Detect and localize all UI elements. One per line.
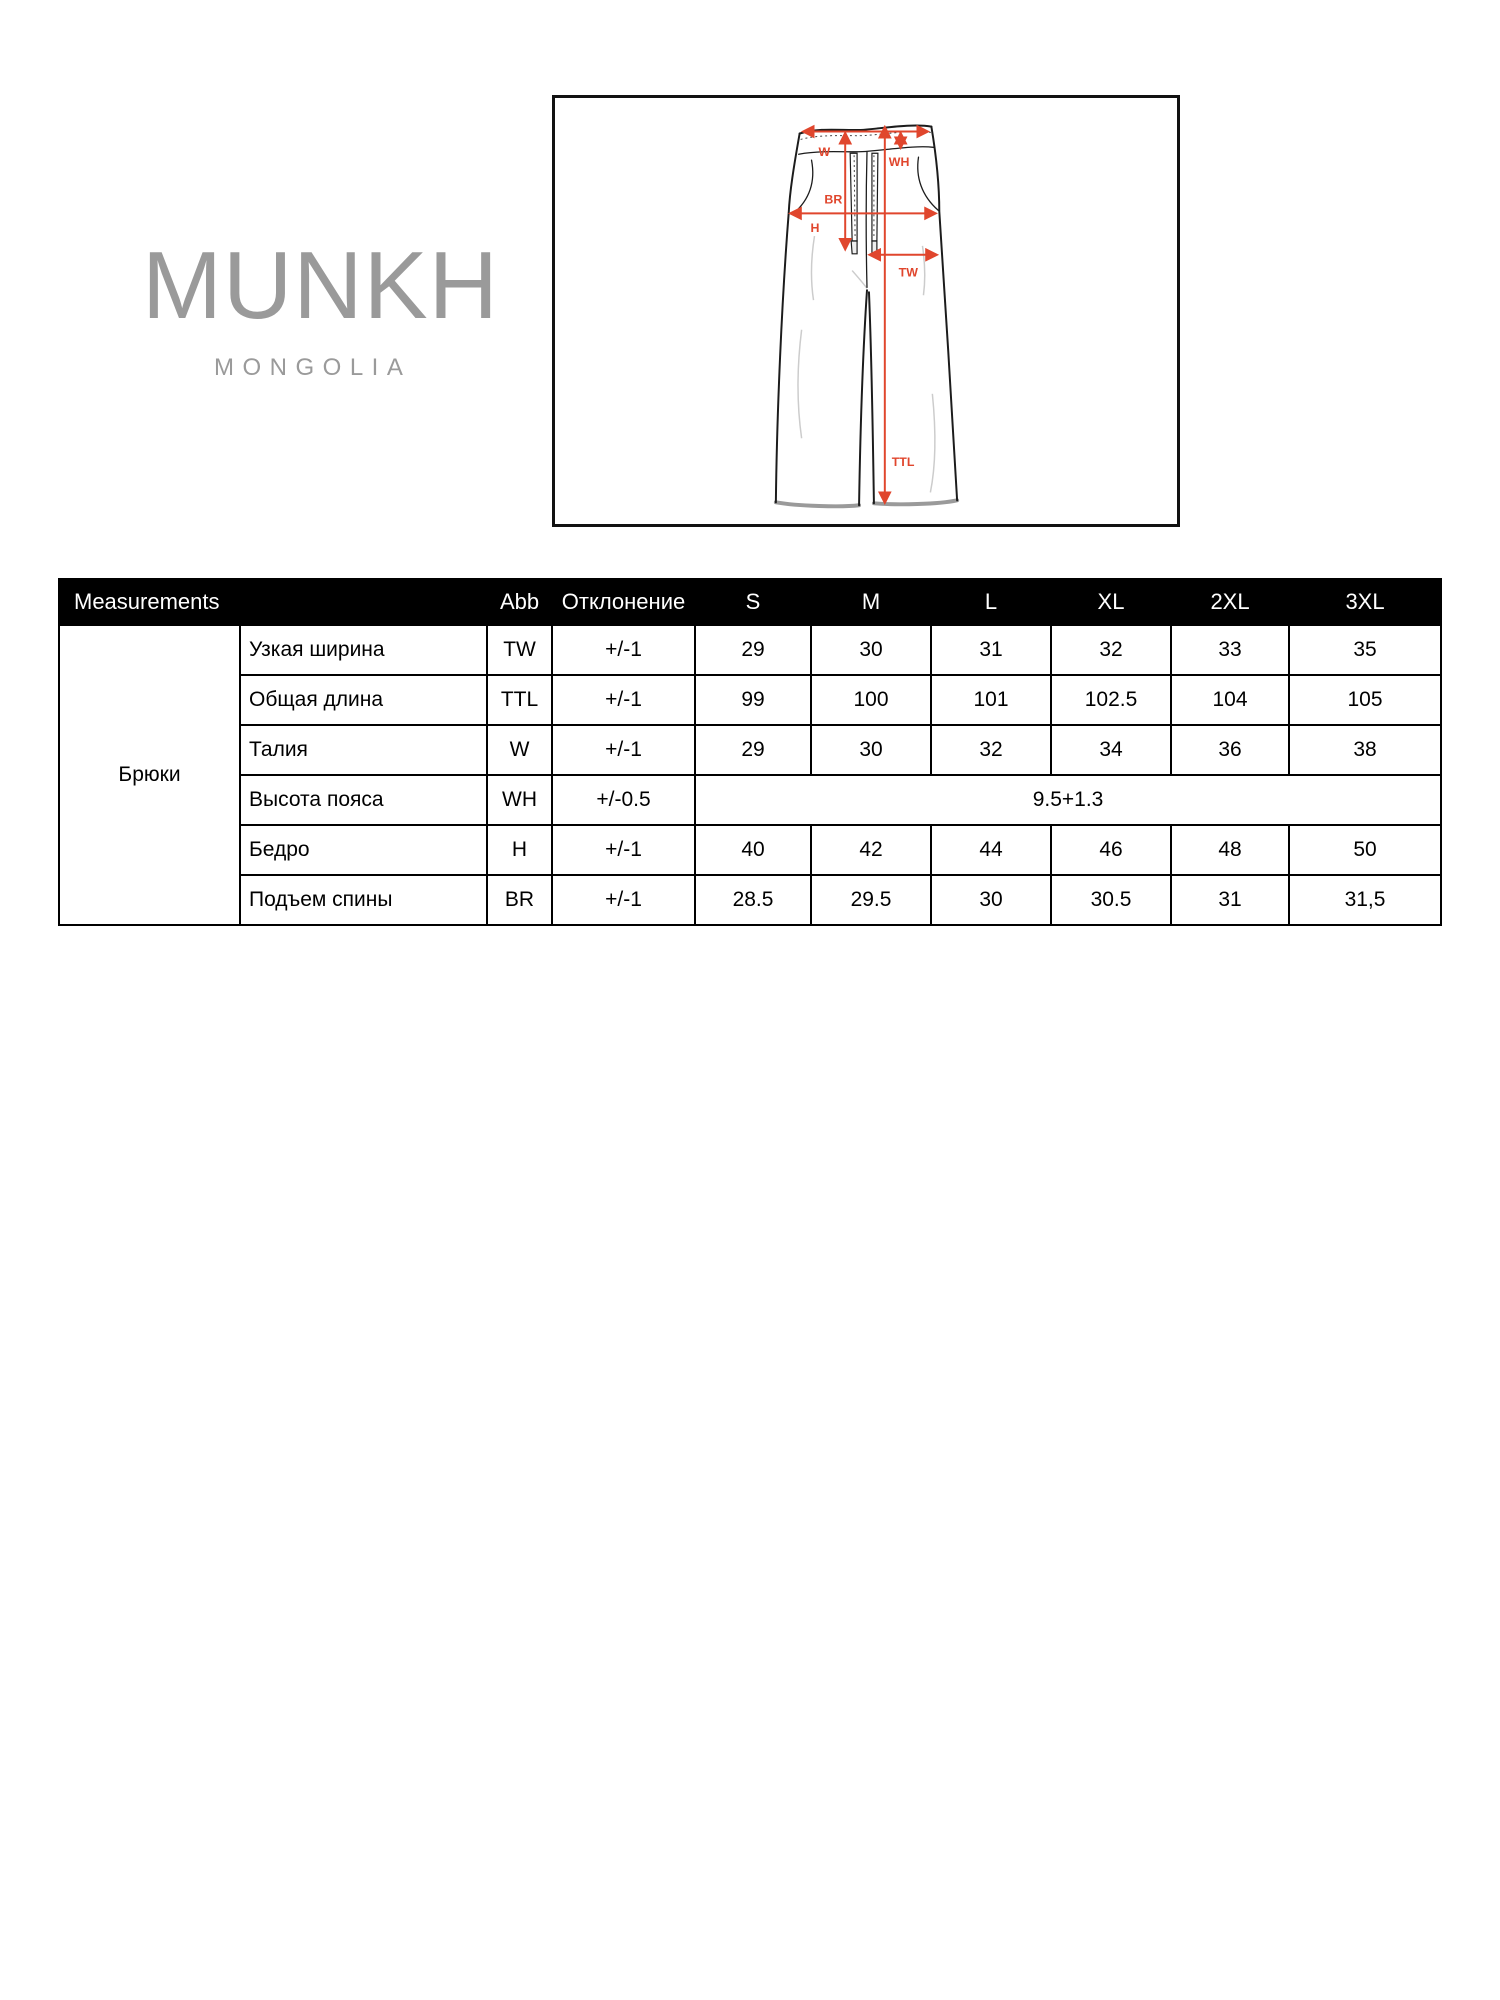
value-cell: 30.5 <box>1051 875 1171 925</box>
table-row <box>59 825 1441 875</box>
value-cell: 44 <box>931 825 1051 875</box>
row-dev: +/-1 <box>552 825 695 875</box>
row-abb: TW <box>487 625 552 675</box>
value-cell: 105 <box>1289 675 1441 725</box>
value-cell: 29.5 <box>811 875 931 925</box>
measurements-table <box>58 578 1442 926</box>
value-cell: 31 <box>1171 875 1289 925</box>
value-cell: 38 <box>1289 725 1441 775</box>
row-abb: W <box>487 725 552 775</box>
row-name: Узкая ширина <box>240 625 487 675</box>
value-cell: 32 <box>1051 625 1171 675</box>
value-cell: 101 <box>931 675 1051 725</box>
row-name: Бедро <box>240 825 487 875</box>
row-name: Общая длина <box>240 675 487 725</box>
header-measurements: Measurements <box>59 579 487 625</box>
value-cell: 36 <box>1171 725 1289 775</box>
table-row <box>59 625 1441 675</box>
value-cell: 31,5 <box>1289 875 1441 925</box>
drawstrings <box>850 153 878 254</box>
row-abb: BR <box>487 875 552 925</box>
diagram-label-w: W <box>818 145 831 160</box>
diagram-label-tw: TW <box>898 265 918 280</box>
row-dev: +/-1 <box>552 675 695 725</box>
value-cell: 34 <box>1051 725 1171 775</box>
value-cell: 28.5 <box>695 875 811 925</box>
table-row <box>59 675 1441 725</box>
diagram-label-ttl: TTL <box>891 454 915 469</box>
value-cell: 99 <box>695 675 811 725</box>
header-size-m: M <box>811 579 931 625</box>
row-dev: +/-0.5 <box>552 775 695 825</box>
row-abb: H <box>487 825 552 875</box>
header-size-l: L <box>931 579 1051 625</box>
diagram-label-br: BR <box>824 192 843 207</box>
diagram-label-wh: WH <box>888 155 910 170</box>
row-name: Высота пояса <box>240 775 487 825</box>
table-header-row <box>59 579 1441 625</box>
row-name: Талия <box>240 725 487 775</box>
measurement-annotations <box>791 128 937 503</box>
value-cell: 48 <box>1171 825 1289 875</box>
header-size-2xl: 2XL <box>1171 579 1289 625</box>
value-cell: 42 <box>811 825 931 875</box>
value-cell: 50 <box>1289 825 1441 875</box>
row-name: Подъем спины <box>240 875 487 925</box>
row-dev: +/-1 <box>552 625 695 675</box>
right-hem <box>874 500 957 504</box>
table-row <box>59 725 1441 775</box>
header-abb: Abb <box>487 579 552 625</box>
brand-logo <box>142 232 499 382</box>
diagram-label-h: H <box>810 221 820 236</box>
value-cell: 30 <box>931 875 1051 925</box>
value-cell: 30 <box>811 625 931 675</box>
pants-illustration <box>555 98 1177 524</box>
brand-subtitle: MONGOLIA <box>214 354 412 381</box>
row-abb: WH <box>487 775 552 825</box>
brand-name: MUNKH <box>142 232 499 339</box>
value-cell: 35 <box>1289 625 1441 675</box>
value-cell: 32 <box>931 725 1051 775</box>
size-diagram-box <box>552 95 1180 527</box>
value-cell: 31 <box>931 625 1051 675</box>
row-dev: +/-1 <box>552 875 695 925</box>
left-pocket <box>794 160 813 213</box>
value-cell: 30 <box>811 725 931 775</box>
table-row <box>59 875 1441 925</box>
header-deviation: Отклонение <box>552 579 695 625</box>
merged-value-cell: 9.5+1.3 <box>695 775 1441 825</box>
header-size-xl: XL <box>1051 579 1171 625</box>
value-cell: 102.5 <box>1051 675 1171 725</box>
value-cell: 104 <box>1171 675 1289 725</box>
value-cell: 29 <box>695 725 811 775</box>
product-cell: Брюки <box>59 625 240 925</box>
right-pocket <box>918 157 939 210</box>
row-dev: +/-1 <box>552 725 695 775</box>
value-cell: 46 <box>1051 825 1171 875</box>
value-cell: 29 <box>695 625 811 675</box>
header-size-s: S <box>695 579 811 625</box>
value-cell: 100 <box>811 675 931 725</box>
value-cell: 40 <box>695 825 811 875</box>
row-abb: TTL <box>487 675 552 725</box>
table-row <box>59 775 1441 825</box>
header-size-3xl: 3XL <box>1289 579 1441 625</box>
left-hem <box>776 502 859 506</box>
value-cell: 33 <box>1171 625 1289 675</box>
